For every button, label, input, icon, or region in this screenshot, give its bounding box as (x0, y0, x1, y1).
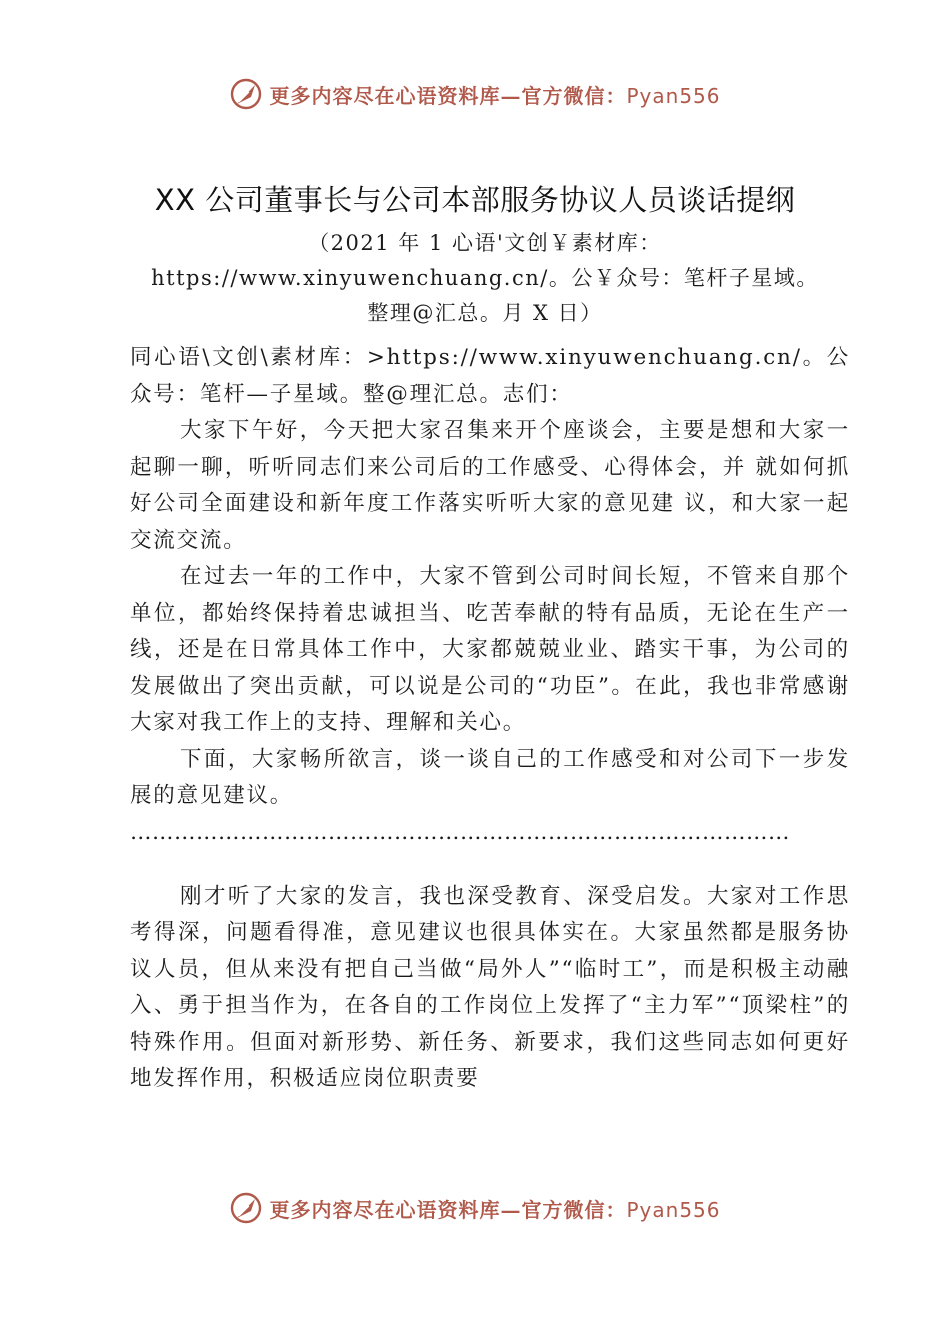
footer-banner-text: 更多内容尽在心语资料库—官方微信： (269, 1197, 627, 1222)
greeting-paragraph: 同心语\文创\素材库：>https://www.xinyuwenchuang.cn/。公众号：笔杆—子星域。整@理汇总。志们： (130, 345, 850, 407)
body-paragraph: 在过去一年的工作中，大家不管到公司时间长短，不管来自那个单位，都始终保持着忠诚担当、吃苦奉献的特有品质，无论在生产一线，还是在日常具体工作中，大家都兢兢业业、踏实干事，为公司的发展做出了突出贡献，可以说是公司的“功臣”。在此，我也非常感谢大家对我工作上的支持、理解和关心。 (130, 564, 850, 735)
quill-logo-icon (229, 77, 263, 111)
body-paragraph: 下面，大家畅所欲言，谈一谈自己的工作感受和对公司下一步发展的意见建议。 (130, 746, 850, 808)
body-paragraph: 大家下午好，今天把大家召集来开个座谈会，主要是想和大家一起聊一聊，听听同志们来公司后的工作感受、心得体会，并 就如何抓好公司全面建设和新年度工作落实听听大家的意见建 议，和大家一起交流交流。 (130, 418, 850, 553)
footer-banner (0, 1188, 950, 1228)
footer-banner-wechat-id: Pyan556 (626, 1197, 721, 1222)
header-banner-wechat-id: Pyan556 (626, 83, 721, 108)
document-title: XX 公司董事长与公司本部服务协议人员谈话提纲 (154, 183, 796, 217)
dotted-separator: ……………………………………………………………………………… (130, 819, 790, 845)
quill-logo-icon (229, 1191, 263, 1225)
document-subtitle: （2021 年 1 心语'文创￥素材库：https://www.xinyuwenchuang.cn/。公￥众号：笔杆子星域。整理@汇总。月 X 日） (151, 231, 819, 325)
header-banner-text: 更多内容尽在心语资料库—官方微信： (269, 83, 627, 108)
document-body (130, 340, 850, 1098)
header-banner (0, 74, 950, 114)
body-paragraph: 刚才听了大家的发言，我也深受教育、深受启发。大家对工作思考得深，问题看得准，意见建议也很具体实在。大家虽然都是服务协议人员，但从来没有把自己当做“局外人”“临时工”，而是积极主动融入、勇于担当作为，在各自的工作岗位上发挥了“主力军”“顶梁柱”的特殊作用。但面对新形势、新任务、新要求，我们这些同志如何更好地发挥作用，积极适应岗位职责要 (130, 883, 850, 1091)
